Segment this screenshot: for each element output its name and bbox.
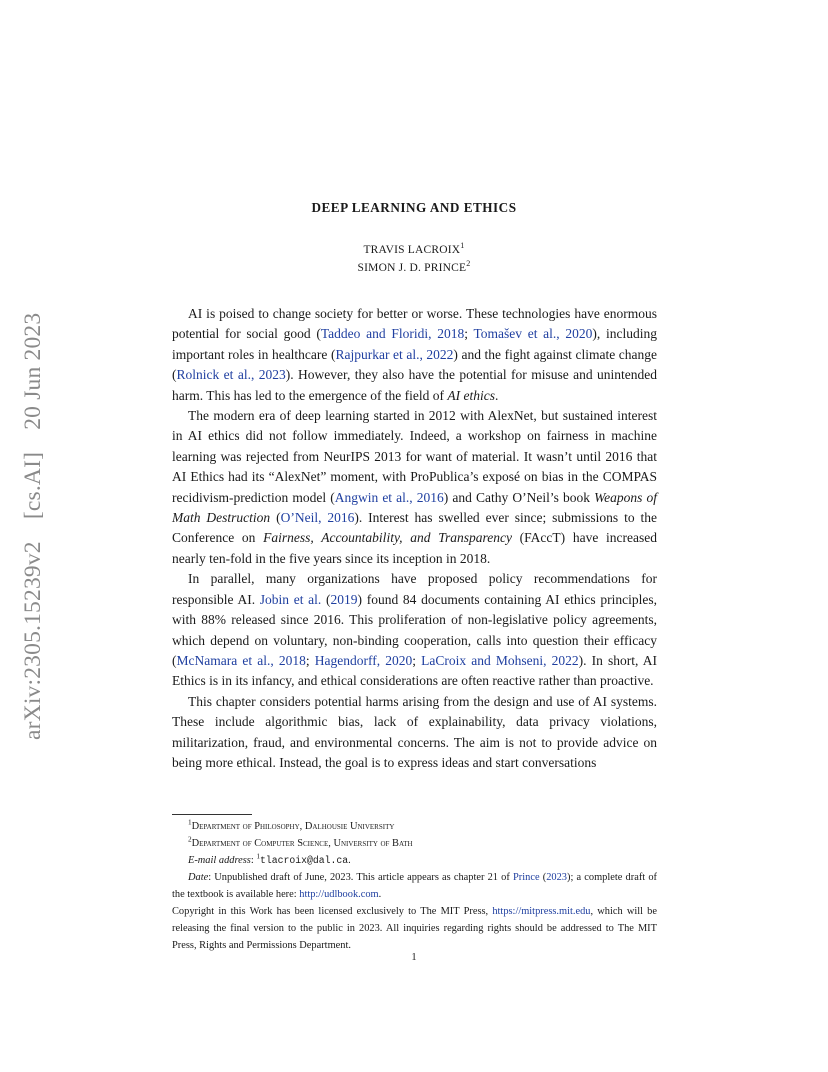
text-span: ) found 84 documents containing AI ethics principles, with 88% released since 2016. This proliferation of non-legislative policy agreements, which depend on voluntary, non-binding cooperation, calls into question their efficacy ( (172, 591, 657, 668)
text-span: ; (464, 326, 474, 342)
citation-link[interactable]: Rajpurkar et al., 2022 (335, 346, 454, 362)
paper-title: DEEP LEARNING AND ETHICS (311, 200, 517, 215)
text-span: . (348, 855, 351, 866)
author-2 (0, 259, 828, 274)
footnote-email (172, 852, 657, 869)
affiliation-text: Department of Philosophy, Dalhousie University (191, 821, 395, 832)
citation-link[interactable]: Tomašev et al., 2020 (473, 326, 593, 342)
text-span: ). In short, AI Ethics is in its infancy, and ethical considerations are often reactive rather than proactive. (172, 652, 657, 689)
text-span: ( (321, 591, 331, 607)
footnote-mark: 1 (188, 818, 192, 827)
citation-link[interactable]: 2023 (546, 872, 567, 883)
paragraph-1 (172, 304, 657, 406)
citation-link[interactable]: Hagendorff, 2020 (314, 652, 413, 668)
affiliation-text: Department of Computer Science, University of Bath (191, 838, 413, 849)
text-span: ), including important roles in healthcare ( (172, 326, 657, 362)
footnote-copyright (172, 903, 657, 954)
footnote-affiliation-2 (172, 835, 657, 852)
text-span: : Unpublished draft of June, 2023. This article appears as chapter 21 of (208, 872, 514, 883)
paragraph-3 (172, 569, 657, 691)
text-span: ); a complete draft of the textbook is available here: (172, 872, 657, 900)
text-span: In parallel, many organizations have proposed policy recommendations for responsible AI. (172, 571, 657, 607)
text-span: AI is poised to change society for better or worse. These technologies have enormous potential for social good ( (172, 306, 657, 342)
emphasis: Weapons of Math Destruction (172, 489, 657, 526)
citation-link[interactable]: 2019 (330, 591, 358, 607)
paragraph-2 (172, 406, 657, 569)
text-span: . (495, 387, 499, 403)
page-number: 1 (411, 952, 417, 963)
citation-link[interactable]: Prince (513, 872, 540, 883)
email-label: E-mail address (188, 855, 251, 866)
arxiv-date: 20 Jun 2023 (20, 312, 46, 430)
text-span: ). Interest has swelled ever since; submissions to the Conference on (172, 510, 657, 546)
email-address: tlacroix@dal.ca (259, 855, 349, 866)
paragraph-4 (172, 692, 657, 774)
arxiv-id: arXiv:2305.15239v2 (20, 541, 46, 740)
body-text (172, 304, 657, 773)
citation-link[interactable]: Taddeo and Floridi, 2018 (320, 326, 465, 342)
emphasis: Fairness, Accountability, and Transparency (263, 530, 512, 546)
author-affiliation-mark: 1 (460, 241, 465, 251)
arxiv-category: [cs.AI] (20, 451, 46, 520)
text-span: . (378, 889, 382, 900)
text-span: , which will be releasing the final version to the public in 2023. All inquiries regarding rights should be addressed to The MIT Press, Rights and Permissions Department. (172, 906, 657, 951)
text-span: ( (539, 872, 547, 883)
text-span: ) and the fight against climate change ( (172, 346, 658, 383)
footnote-mark: 1 (256, 852, 260, 861)
book-url-link[interactable]: http://udlbook.com (299, 889, 379, 900)
citation-link[interactable]: Rolnick et al., 2023 (176, 367, 286, 383)
text-span: ). However, they also have the potential for misuse and unintended harm. This has led to the emergence of the field of (172, 367, 657, 403)
author-name: TRAVIS LACROIX (363, 244, 461, 256)
author-affiliation-mark: 2 (466, 259, 471, 269)
footnote-affiliation-1 (172, 818, 657, 835)
citation-link[interactable]: LaCroix and Mohseni, 2022 (421, 652, 579, 668)
text-span: ; (305, 652, 315, 668)
text-span: ) and Cathy O’Neil’s book (443, 489, 595, 505)
citation-link[interactable]: Jobin et al. (259, 591, 322, 607)
emphasis: AI ethics (447, 387, 496, 403)
text-span: ( (270, 510, 281, 526)
text-span: This chapter considers potential harms arising from the design and use of AI systems. These include algorithmic bias, lack of explainability, data privacy violations, militarization, fraud, and environmental concerns. The aim is not to provide advice on being more ethical. Instead, the goal is to express ideas and start conversations (172, 693, 657, 770)
citation-link[interactable]: O’Neil, 2016 (280, 510, 355, 526)
footnotes (172, 818, 657, 954)
text-span: ; (412, 652, 422, 668)
author-name: SIMON J. D. PRINCE (357, 262, 467, 274)
mit-press-link[interactable]: https://mitpress.mit.edu (492, 906, 591, 917)
text-span: (FAccT) have increased nearly ten-fold in the five years since its inception in 2018. (172, 530, 657, 566)
citation-link[interactable]: Angwin et al., 2016 (334, 489, 444, 505)
citation-link[interactable]: McNamara et al., 2018 (176, 652, 306, 668)
author-1 (0, 241, 828, 256)
text-span: The modern era of deep learning started in 2012 with AlexNet, but sustained interest in AI ethics did not follow immediately. Indeed, a workshop on fairness in machine learning was rejected from NeurIPS 2013 for want of material. It wasn’t until 2016 that AI Ethics had its “AlexNet” moment, with ProPublica’s exposé on bias in the COMPAS recidivism-prediction model ( (172, 408, 657, 505)
date-label: Date (188, 872, 209, 883)
text-span: Copyright in this Work has been licensed exclusively to The MIT Press, (172, 906, 493, 917)
footnote-rule (172, 814, 252, 815)
footnote-mark: 2 (188, 835, 192, 844)
text-span: : (250, 855, 257, 866)
footnote-date (172, 869, 657, 903)
